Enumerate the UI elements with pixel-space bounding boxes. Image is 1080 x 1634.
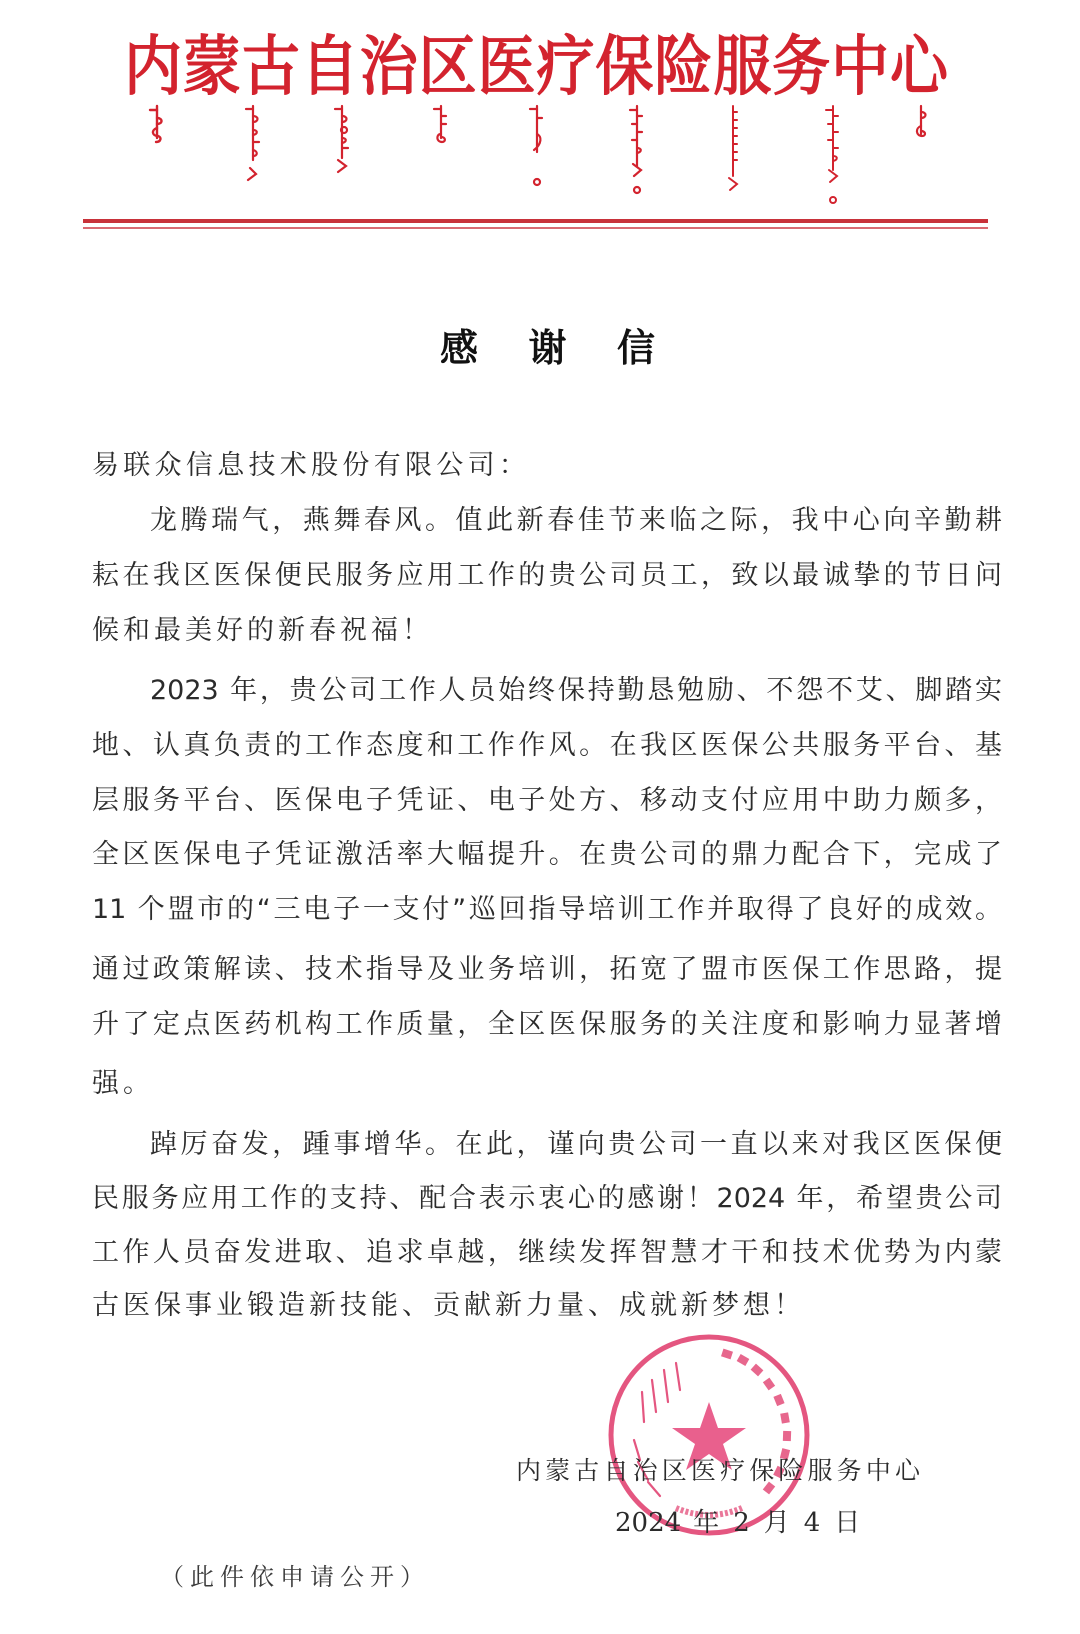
mongolian-script-column: [146, 104, 168, 214]
letterhead-rule-thin: [83, 227, 988, 229]
paragraph-line: 通过政策解读、技术指导及业务培训，拓宽了盟市医保工作思路，提: [92, 954, 1002, 985]
paragraph-line: 强。: [92, 1068, 154, 1099]
paragraph-line: 工作人员奋发进取、追求卓越，继续发挥智慧才干和技术优势为内蒙: [92, 1237, 1002, 1268]
letterhead-rule-thick: [83, 219, 988, 223]
date-day-unit: 日: [834, 1508, 861, 1538]
paragraph-line: 踔厉奋发，踵事增华。在此，谨向贵公司一直以来对我区医保便: [150, 1129, 1002, 1160]
paragraph-line: 候和最美好的新春祝福！: [92, 615, 433, 646]
paragraph-line: 升了定点医药机构工作质量，全区医保服务的关注度和影响力显著增: [92, 1009, 1002, 1040]
paragraph-line: 民服务应用工作的支持、配合表示衷心的感谢！2024 年，希望贵公司: [92, 1183, 1002, 1214]
letterhead-org-name: 内蒙古自治区医疗保险服务中心: [124, 28, 948, 105]
signature-org-name: 内蒙古自治区医疗保险服务中心: [516, 1456, 920, 1485]
paragraph-line: 龙腾瑞气，燕舞春风。值此新春佳节来临之际，我中心向辛勤耕: [150, 505, 1002, 536]
paragraph-line: 古医保事业锻造新技能、贡献新力量、成就新梦想！: [92, 1290, 805, 1321]
date-year-unit: 年: [693, 1508, 720, 1538]
mongolian-script-column: [822, 104, 844, 214]
paragraph-line: 地、认真负责的工作态度和工作作风。在我区医保公共服务平台、基: [92, 730, 1002, 761]
date-day: 4: [803, 1508, 821, 1538]
mongolian-script-column: [430, 104, 452, 214]
signature-date: [615, 1503, 860, 1543]
mongolian-script-column: [722, 104, 744, 214]
salutation: 易联众信息技术股份有限公司：: [92, 450, 531, 481]
paragraph-line: 耘在我区医保便民服务应用工作的贵公司员工，致以最诚挚的节日问: [92, 560, 1002, 591]
paragraph-line: 全区医保电子凭证激活率大幅提升。在贵公司的鼎力配合下，完成了: [92, 839, 1002, 870]
mongolian-script-column: [331, 104, 353, 214]
document-title: 感 谢 信: [440, 325, 655, 370]
date-month-unit: 月: [763, 1508, 790, 1538]
mongolian-script-column: [526, 104, 548, 214]
mongolian-script-column: [242, 104, 264, 214]
paragraph-line: 层服务平台、医保电子凭证、电子处方、移动支付应用中助力颇多，: [92, 785, 1002, 816]
paragraph-line: 2023 年，贵公司工作人员始终保持勤恳勉励、不怨不艾、脚踏实: [150, 675, 1002, 706]
mongolian-script-column: [910, 104, 932, 214]
mongolian-script-column: [626, 104, 648, 214]
paragraph-line: 11 个盟市的“三电子一支付”巡回指导培训工作并取得了良好的成效。: [92, 894, 1002, 925]
date-month: 2: [733, 1508, 750, 1538]
date-year: 2024: [615, 1508, 682, 1538]
disclosure-note: （此件依申请公开）: [160, 1563, 430, 1591]
